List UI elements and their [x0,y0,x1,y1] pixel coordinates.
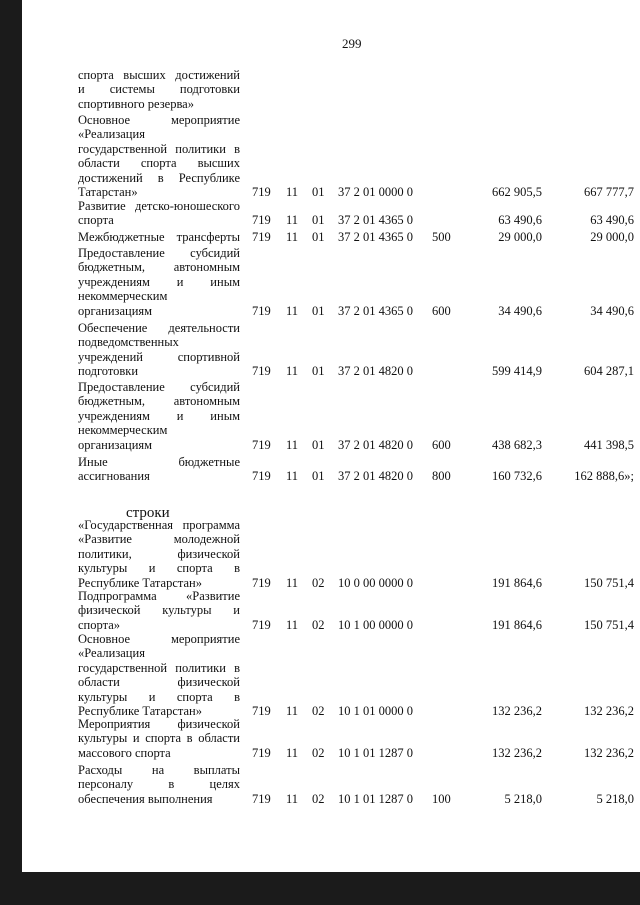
section-code-cell: 11 [286,469,299,484]
amount-year2-cell: 132 236,2 [584,704,634,718]
amount-year1-cell: 160 732,6 [492,469,542,484]
section-heading: строки [126,505,170,521]
ministry-code-cell: 719 [252,469,271,484]
description-line: обеспечения выполнения [78,791,213,806]
description-line: государственной политики в [78,660,240,675]
section-code-cell: 11 [286,745,299,760]
row-description [78,113,240,199]
row-description [78,717,240,760]
amount-year1-cell: 34 490,6 [498,303,542,318]
description-line: спортивного резерва» [78,96,194,111]
table-row [0,68,640,111]
ministry-code-cell: 719 [252,704,271,718]
target-article-cell: 37 2 01 4820 0 [338,437,413,452]
description-line: спорта высших достижений [78,68,240,82]
description-line: «Реализация [78,127,145,142]
row-description [78,632,240,718]
ministry-code-cell: 719 [252,230,271,244]
subsection-code-cell: 02 [312,791,325,806]
description-line: спорта [78,213,114,228]
section-code-cell: 11 [286,364,299,379]
table-row [0,199,640,228]
ministry-code-cell: 719 [252,575,271,590]
table-row [0,763,640,806]
target-article-cell: 10 1 00 0000 0 [338,617,413,632]
row-description [78,455,240,484]
amount-year1-cell: 438 682,3 [492,437,542,452]
section-code-cell: 11 [286,704,299,718]
description-line: Республике Татарстан» [78,575,202,590]
description-line: учреждениям и иным [78,408,240,423]
expense-type-cell: 600 [432,303,451,318]
table-row [0,321,640,379]
table-row [0,230,640,244]
row-description [78,763,240,806]
ministry-code-cell: 719 [252,364,271,379]
description-line: персоналу в целях [78,777,240,792]
target-article-cell: 10 1 01 0000 0 [338,704,413,718]
ministry-code-cell: 719 [252,617,271,632]
description-line: Межбюджетные трансферты [78,230,240,244]
description-line: Мероприятия физической [78,717,240,731]
description-line: подведомственных [78,335,179,350]
description-line: и системы подготовки [78,82,240,97]
subsection-code-cell: 02 [312,704,325,718]
amount-year2-cell: 63 490,6 [590,213,634,228]
subsection-code-cell: 01 [312,185,325,199]
description-line: государственной политики в [78,141,240,156]
amount-year1-cell: 662 905,5 [492,185,542,199]
description-line: Обеспечение деятельности [78,321,240,335]
amount-year1-cell: 191 864,6 [492,617,542,632]
amount-year1-cell: 132 236,2 [492,704,542,718]
subsection-code-cell: 01 [312,303,325,318]
ministry-code-cell: 719 [252,213,271,228]
subsection-code-cell: 01 [312,213,325,228]
description-line: Подпрограмма «Развитие [78,589,240,603]
amount-year2-cell: 5 218,0 [596,791,634,806]
description-line: Основное мероприятие [78,113,240,127]
description-line: ассигнования [78,469,150,484]
table-row [0,518,640,590]
description-line: некоммерческим [78,423,168,438]
description-line: подготовки [78,364,139,379]
amount-year1-cell: 5 218,0 [504,791,542,806]
target-article-cell: 10 1 01 1287 0 [338,791,413,806]
section-code-cell: 11 [286,213,299,228]
ministry-code-cell: 719 [252,185,271,199]
amount-year1-cell: 599 414,9 [492,364,542,379]
amount-year1-cell: 132 236,2 [492,745,542,760]
ministry-code-cell: 719 [252,745,271,760]
description-line: достижений в Республике [78,170,240,185]
subsection-code-cell: 01 [312,230,325,244]
amount-year2-cell: 150 751,4 [584,575,634,590]
description-line: Расходы на выплаты [78,763,240,777]
subsection-code-cell: 01 [312,469,325,484]
description-line: учреждений спортивной [78,349,240,364]
row-description [78,589,240,632]
description-line: физической культуры и [78,603,240,618]
description-line: спорта» [78,617,120,632]
description-line: организациям [78,303,153,318]
expense-type-cell: 500 [432,230,451,244]
target-article-cell: 37 2 01 4365 0 [338,213,413,228]
description-line: культуры и спорта в [78,689,240,704]
section-code-cell: 11 [286,230,299,244]
ministry-code-cell: 719 [252,303,271,318]
table-row [0,380,640,452]
target-article-cell: 37 2 01 4820 0 [338,364,413,379]
description-line: некоммерческим [78,289,168,304]
subsection-code-cell: 01 [312,437,325,452]
description-line: бюджетным, автономным [78,394,240,409]
description-line: области спорта высших [78,156,240,171]
row-description [78,230,240,244]
amount-year2-cell: 441 398,5 [584,437,634,452]
subsection-code-cell: 02 [312,745,325,760]
section-code-cell: 11 [286,437,299,452]
description-line: политики, физической [78,546,240,561]
row-description [78,321,240,379]
row-description [78,246,240,318]
amount-year2-cell: 29 000,0 [590,230,634,244]
description-line: Республике Татарстан» [78,703,202,718]
table-row [0,455,640,484]
row-description [78,199,240,228]
description-line: Предоставление субсидий [78,380,240,394]
target-article-cell: 37 2 01 4820 0 [338,469,413,484]
target-article-cell: 10 0 00 0000 0 [338,575,413,590]
amount-year1-cell: 29 000,0 [498,230,542,244]
amount-year2-cell: 132 236,2 [584,745,634,760]
expense-type-cell: 100 [432,791,451,806]
subsection-code-cell: 02 [312,617,325,632]
amount-year1-cell: 191 864,6 [492,575,542,590]
amount-year2-cell: 34 490,6 [590,303,634,318]
scan-bottom-border [0,872,640,905]
description-line: учреждениям и иным [78,274,240,289]
target-article-cell: 37 2 01 0000 0 [338,185,413,199]
description-line: «Развитие молодежной [78,532,240,547]
description-line: Иные бюджетные [78,455,240,469]
amount-year2-cell: 150 751,4 [584,617,634,632]
target-article-cell: 37 2 01 4365 0 [338,303,413,318]
table-row [0,717,640,760]
description-line: массового спорта [78,745,171,760]
amount-year2-cell: 162 888,6»; [574,469,634,484]
description-line: культуры и спорта в [78,561,240,576]
description-line: организациям [78,437,153,452]
subsection-code-cell: 01 [312,364,325,379]
amount-year2-cell: 667 777,7 [584,185,634,199]
description-line: бюджетным, автономным [78,260,240,275]
section-code-cell: 11 [286,617,299,632]
section-code-cell: 11 [286,575,299,590]
table-row [0,589,640,632]
row-description [78,518,240,590]
page-number: 299 [342,36,362,51]
expense-type-cell: 600 [432,437,451,452]
description-line: «Государственная программа [78,518,240,532]
amount-year2-cell: 604 287,1 [584,364,634,379]
expense-type-cell: 800 [432,469,451,484]
table-row [0,113,640,199]
description-line: «Реализация [78,646,145,661]
table-row [0,632,640,718]
description-line: Развитие детско-юношеского [78,199,240,213]
ministry-code-cell: 719 [252,791,271,806]
description-line: области физической [78,675,240,690]
row-description [78,380,240,452]
target-article-cell: 10 1 01 1287 0 [338,745,413,760]
description-line: культуры и спорта в области [78,731,240,746]
amount-year1-cell: 63 490,6 [498,213,542,228]
description-line: Татарстан» [78,184,138,199]
row-description [78,68,240,111]
section-code-cell: 11 [286,303,299,318]
ministry-code-cell: 719 [252,437,271,452]
target-article-cell: 37 2 01 4365 0 [338,230,413,244]
section-code-cell: 11 [286,791,299,806]
table-row [0,246,640,318]
description-line: Основное мероприятие [78,632,240,646]
section-code-cell: 11 [286,185,299,199]
subsection-code-cell: 02 [312,575,325,590]
description-line: Предоставление субсидий [78,246,240,260]
